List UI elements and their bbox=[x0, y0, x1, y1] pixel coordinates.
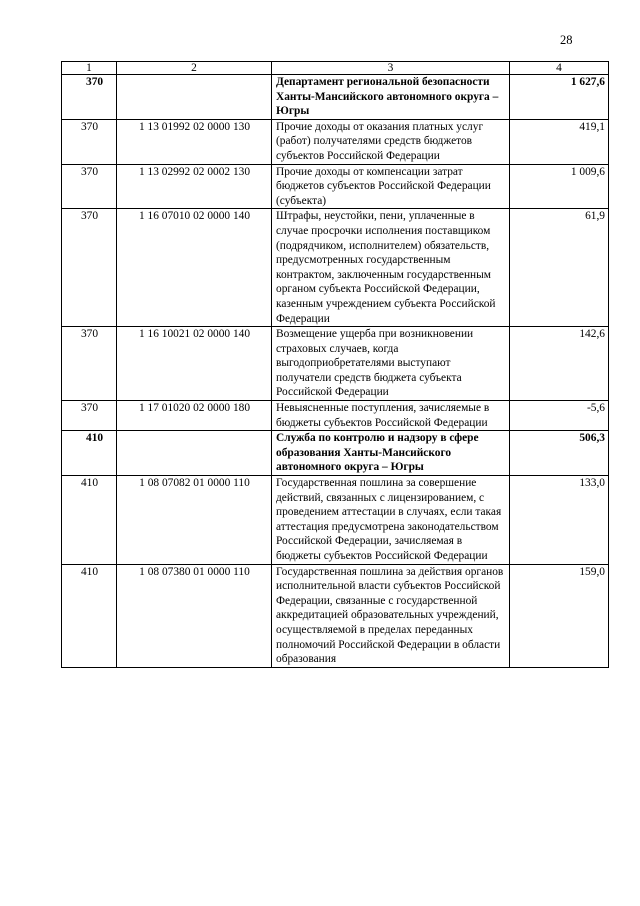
table-row bbox=[62, 476, 609, 565]
amount-cell: 1 627,6 bbox=[510, 75, 609, 120]
admin-code-cell: 370 bbox=[62, 75, 117, 120]
revenue-code-cell: 1 08 07082 01 0000 110 bbox=[117, 476, 272, 565]
page-number: 28 bbox=[560, 33, 573, 47]
table-row bbox=[62, 564, 609, 667]
table-row bbox=[62, 401, 609, 431]
column-header-1: 1 bbox=[62, 62, 117, 75]
description-cell: Прочие доходы от оказания платных услуг (работ) получателями средств бюджетов субъектов Российской Федерации bbox=[272, 119, 510, 164]
description-cell: Невыясненные поступления, зачисляемые в бюджеты субъектов Российской Федерации bbox=[272, 401, 510, 431]
amount-cell: 61,9 bbox=[510, 209, 609, 327]
table-row bbox=[62, 209, 609, 327]
admin-code-cell: 410 bbox=[62, 564, 117, 667]
description-cell: Штрафы, неустойки, пени, уплаченные в случае просрочки исполнения поставщиком (подрядчиком, исполнителем) обязательств, предусмотренных государственным контрактом, заключенным государственным органом субъекта Российской Федерации, казенным учреждением субъекта Российской Федерации bbox=[272, 209, 510, 327]
admin-code-cell: 370 bbox=[62, 119, 117, 164]
description-cell: Прочие доходы от компенсации затрат бюджетов субъектов Российской Федерации (субъекта) bbox=[272, 164, 510, 209]
amount-cell: 159,0 bbox=[510, 564, 609, 667]
amount-cell: -5,6 bbox=[510, 401, 609, 431]
revenue-code-cell: 1 17 01020 02 0000 180 bbox=[117, 401, 272, 431]
admin-code-cell: 410 bbox=[62, 431, 117, 476]
table-row-department bbox=[62, 431, 609, 476]
column-header-2: 2 bbox=[117, 62, 272, 75]
description-cell: Служба по контролю и надзору в сфере образования Ханты-Мансийского автономного округа – Югры bbox=[272, 431, 510, 476]
description-cell: Возмещение ущерба при возникновении страховых случаев, когда выгодоприобретателями выступают получатели средств бюджета субъекта Российской Федерации bbox=[272, 327, 510, 401]
table-row bbox=[62, 164, 609, 209]
budget-revenue-table bbox=[61, 61, 609, 668]
admin-code-cell: 410 bbox=[62, 476, 117, 565]
revenue-code-cell: 1 16 10021 02 0000 140 bbox=[117, 327, 272, 401]
admin-code-cell: 370 bbox=[62, 401, 117, 431]
table-row bbox=[62, 327, 609, 401]
admin-code-cell: 370 bbox=[62, 327, 117, 401]
amount-cell: 419,1 bbox=[510, 119, 609, 164]
header-row bbox=[62, 62, 609, 75]
column-header-4: 4 bbox=[510, 62, 609, 75]
amount-cell: 133,0 bbox=[510, 476, 609, 565]
admin-code-cell: 370 bbox=[62, 209, 117, 327]
table-body bbox=[62, 75, 609, 668]
table-row-department bbox=[62, 75, 609, 120]
table-header bbox=[62, 62, 609, 75]
admin-code-cell: 370 bbox=[62, 164, 117, 209]
revenue-code-cell: 1 16 07010 02 0000 140 bbox=[117, 209, 272, 327]
amount-cell: 1 009,6 bbox=[510, 164, 609, 209]
description-cell: Государственная пошлина за действия органов исполнительной власти субъектов Российской Федерации, связанные с государственной аккредитацией образовательных учреждений, осуществляемой в пределах переданных полномочий Российской Федерации в области образования bbox=[272, 564, 510, 667]
description-cell: Государственная пошлина за совершение действий, связанных с лицензированием, с проведением аттестации в случаях, если такая аттестация предусмотрена законодательством Российской Федерации, зачисляемая в бюджеты субъектов Российской Федерации bbox=[272, 476, 510, 565]
column-header-3: 3 bbox=[272, 62, 510, 75]
revenue-code-cell: 1 08 07380 01 0000 110 bbox=[117, 564, 272, 667]
table-row bbox=[62, 119, 609, 164]
revenue-code-cell bbox=[117, 75, 272, 120]
description-cell: Департамент региональной безопасности Ханты-Мансийского автономного округа – Югры bbox=[272, 75, 510, 120]
amount-cell: 506,3 bbox=[510, 431, 609, 476]
revenue-code-cell: 1 13 01992 02 0000 130 bbox=[117, 119, 272, 164]
revenue-code-cell: 1 13 02992 02 0002 130 bbox=[117, 164, 272, 209]
revenue-code-cell bbox=[117, 431, 272, 476]
amount-cell: 142,6 bbox=[510, 327, 609, 401]
